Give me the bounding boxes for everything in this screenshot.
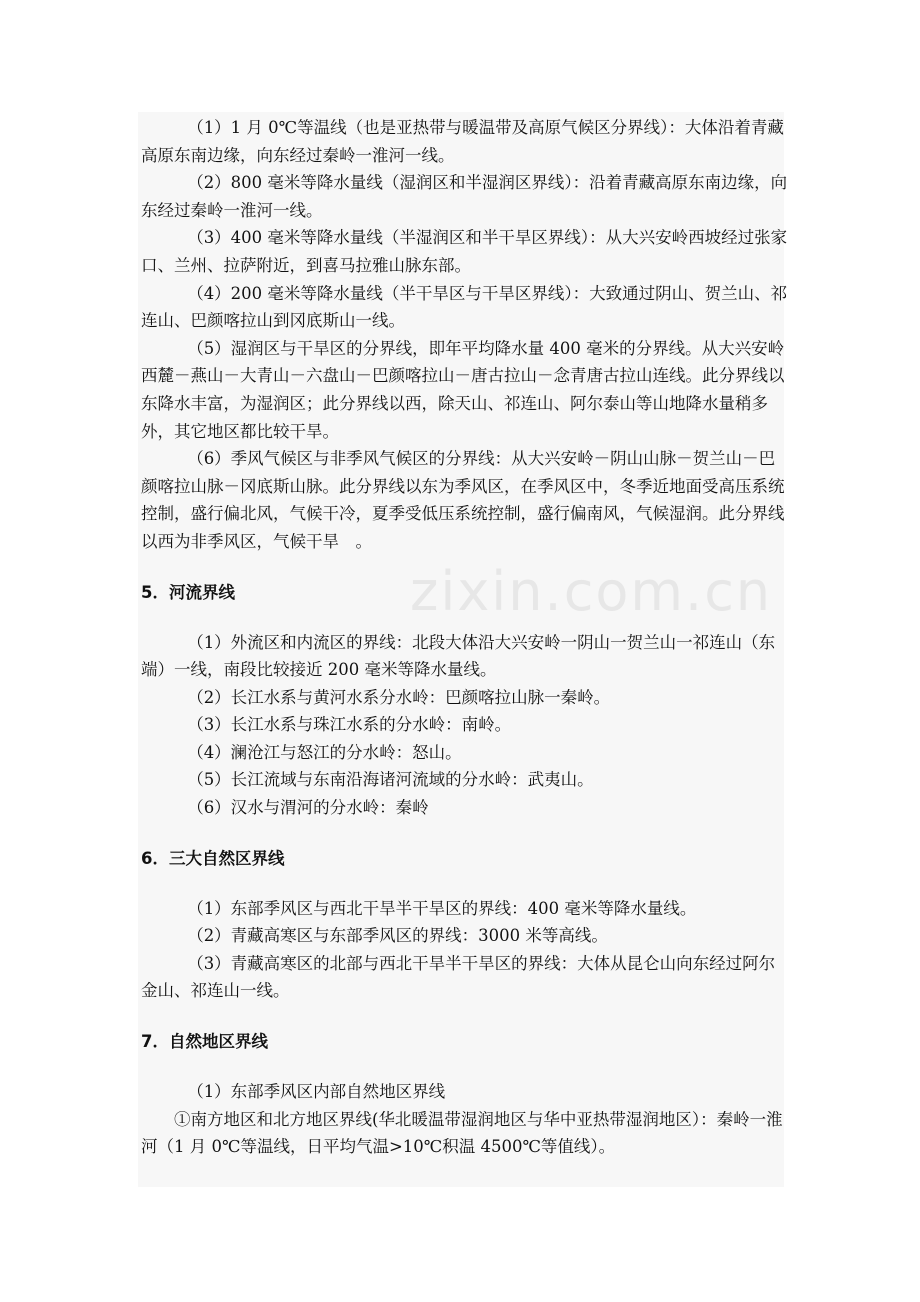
paragraph: （3）400 毫米等降水量线（半湿润区和半干旱区界线）：从大兴安岭西坡经过张家口、兰州、拉萨附近，到喜马拉雅山脉东部。 — [141, 228, 788, 275]
paragraph: （1）东部季风区内部自然地区界线 — [187, 1082, 446, 1102]
paragraph: （3）青藏高寒区的北部与西北干旱半干旱区的界线：大体从昆仑山向东经过阿尔金山、祁连山一线。 — [141, 953, 776, 1001]
section-heading-natural-zones: 6．三大自然区界线 — [141, 848, 285, 868]
paragraph: （1）东部季风区与西北干旱半干旱区的界线：400 毫米等降水量线。 — [187, 898, 697, 918]
document-body — [141, 114, 791, 1161]
paragraph: （5）长江流域与东南沿海诸河流域的分水岭：武夷山。 — [187, 770, 594, 790]
paragraph: （1）1 月 0℃等温线（也是亚热带与暖温带及高原气候区分界线）：大体沿着青藏高原东南边缘，向东经过秦岭一淮河一线。 — [141, 118, 784, 165]
paragraph: （3）长江水系与珠江水系的分水岭：南岭。 — [187, 715, 512, 735]
paragraph: （2）青藏高寒区与东部季风区的界线：3000 米等高线。 — [187, 926, 608, 946]
paragraph: （6）季风气候区与非季风气候区的分界线：从大兴安岭－阴山山脉－贺兰山－巴颜喀拉山脉－冈底斯山脉。此分界线以东为季风区，在季风区中，冬季近地面受高压系统控制，盛行偏北风，气候干冷，夏季受低压系统控制，盛行偏南风，气候湿润。此分界线以西为非季风区，气候干旱 。 — [141, 449, 785, 551]
paragraph: （2）长江水系与黄河水系分水岭：巴颜喀拉山脉一秦岭。 — [187, 687, 611, 707]
watermark: zixin.com.cn — [410, 560, 773, 623]
paragraph: （2）800 毫米等降水量线（湿润区和半湿润区界线）：沿着青藏高原东南边缘，向东经过秦岭一淮河一线。 — [141, 173, 788, 220]
paragraph: （6）汉水与渭河的分水岭：秦岭 — [187, 798, 429, 818]
paragraph: ①南方地区和北方地区界线(华北暖温带湿润地区与华中亚热带湿润地区）：秦岭一淮河（1 月 0℃等温线，日平均气温>10℃积温 4500℃等值线）。 — [141, 1109, 783, 1157]
paragraph: （5）湿润区与干旱区的分界线，即年平均降水量 400 毫米的分界线。从大兴安岭西麓－燕山－大青山－六盘山－巴颜喀拉山－唐古拉山－念青唐古拉山连线。此分界线以东降水丰富，为湿润区；此分界线以西，除天山、祁连山、阿尔泰山等山地降水量稍多外，其它地区都比较干旱。 — [141, 338, 785, 441]
section-heading-natural-regions: 7．自然地区界线 — [141, 1032, 268, 1052]
section-heading-rivers: 5．河流界线 — [141, 582, 235, 602]
paragraph: （1）外流区和内流区的界线：北段大体沿大兴安岭一阴山一贺兰山一祁连山（东端）一线，南段比较接近 200 毫米等降水量线。 — [141, 632, 776, 680]
paragraph: （4）澜沧江与怒江的分水岭：怒山。 — [187, 742, 462, 762]
paragraph: （4）200 毫米等降水量线（半干旱区与干旱区界线）：大致通过阴山、贺兰山、祁连山、巴颜喀拉山到冈底斯山一线。 — [141, 283, 788, 331]
